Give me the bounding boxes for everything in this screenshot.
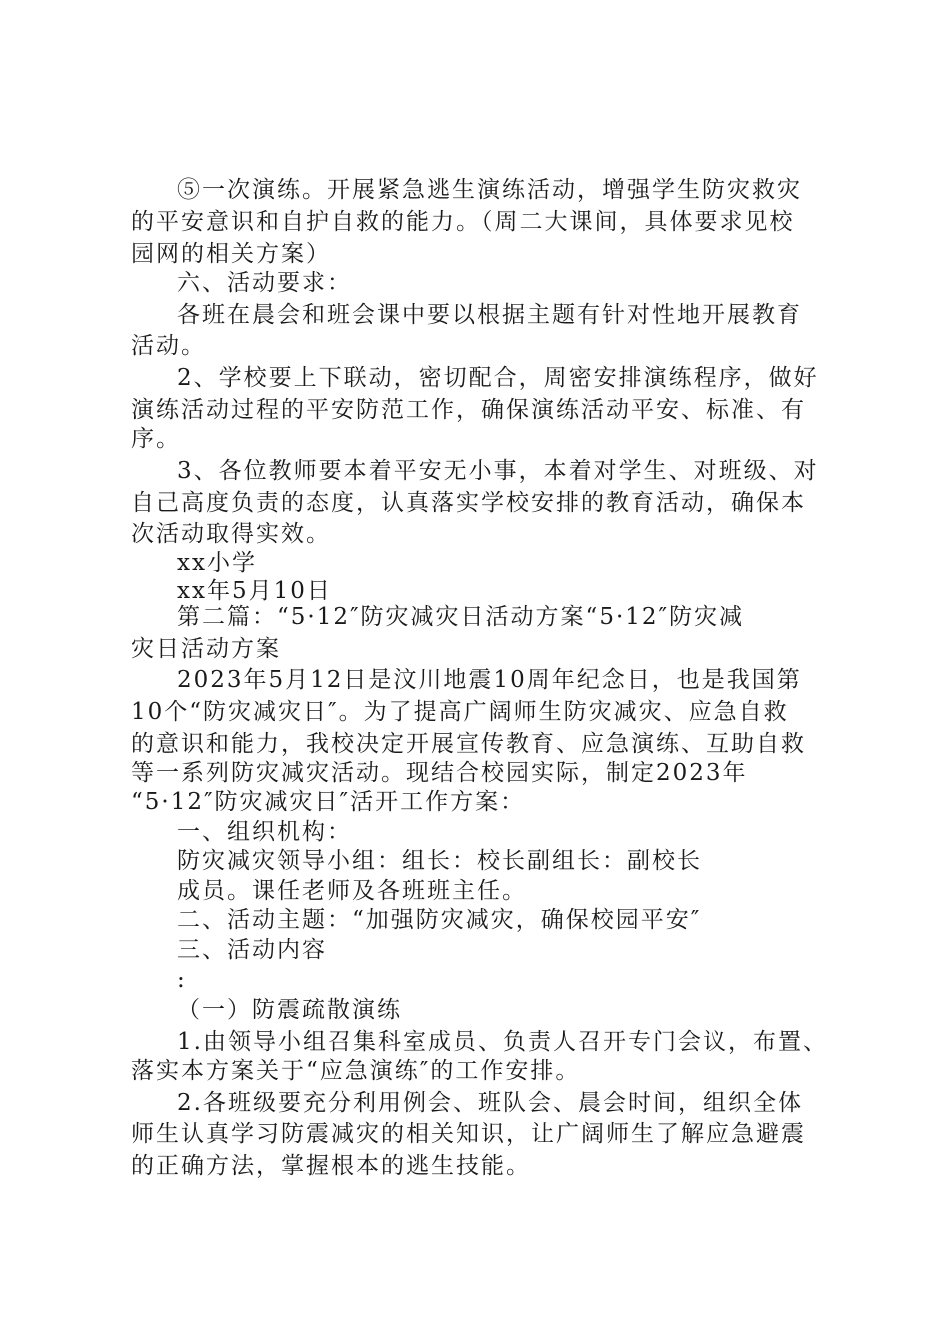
text-line: “5·12″防灾减灾日″活开工作方案： xyxy=(131,789,526,815)
text-line: 等一系列防灾减灾活动。现结合校园实际，制定2023年 xyxy=(131,760,748,786)
text-line: 落实本方案关于“应急演练″的工作安排。 xyxy=(131,1058,581,1084)
section-heading: 六、活动要求： xyxy=(177,270,352,296)
text-line: 防灾减灾领导小组：组长：校长副组长：副校长 xyxy=(177,848,702,874)
text-line: : xyxy=(177,967,187,993)
section-heading: 二、活动主题：“加强防灾减灾，确保校园平安″ xyxy=(177,907,702,933)
text-line: 各班在晨会和班会课中要以根据主题有针对性地开展教育 xyxy=(177,302,802,328)
text-line: 的正确方法，掌握根本的逃生技能。 xyxy=(131,1153,531,1179)
text-line: 成员。课任老师及各班班主任。 xyxy=(177,878,527,904)
text-line: ⑤一次演练。开展紧急逃生演练活动，增强学生防灾救灾 xyxy=(177,177,802,203)
subsection-heading: （一）防震疏散演练 xyxy=(177,997,402,1023)
section-heading: 三、活动内容 xyxy=(177,937,327,963)
text-line: 的平安意识和自护自救的能力。（周二大课间，具体要求见校 xyxy=(131,209,795,235)
text-line: 1.由领导小组召集科室成员、负责人召开专门会议，布置、 xyxy=(177,1029,828,1055)
text-line: 的意识和能力，我校决定开展宣传教育、应急演练、互助自救 xyxy=(131,731,806,757)
signature-date: xx年5月10日 xyxy=(177,578,332,604)
text-line: 2.各班级要充分利用例会、班队会、晨会时间，组织全体 xyxy=(177,1090,803,1116)
chapter-title: 灾日活动方案 xyxy=(131,636,281,662)
text-line: 演练活动过程的平安防范工作，确保演练活动平安、标准、有 xyxy=(131,397,806,423)
text-line: 3、各位教师要本着平安无小事，本着对学生、对班级、对 xyxy=(177,458,819,484)
text-line: 2、学校要上下联动，密切配合，周密安排演练程序，做好 xyxy=(177,365,819,391)
text-line: 自己高度负责的态度，认真落实学校安排的教育活动，确保本 xyxy=(131,490,806,516)
text-line: 2023年5月12日是汶川地震10周年纪念日，也是我国第 xyxy=(177,667,802,693)
text-line: 活动。 xyxy=(131,333,206,359)
text-line: 10个“防灾减灾日″。为了提高广阔师生防灾减灾、应急自救 xyxy=(131,699,789,725)
text-line: 次活动取得实效。 xyxy=(131,521,331,547)
chapter-title: 第二篇：“5·12″防灾减灾日活动方案“5·12″防灾减 xyxy=(177,604,745,630)
signature-school: xx小学 xyxy=(177,550,257,576)
section-heading: 一、组织机构： xyxy=(177,819,352,845)
text-line: 序。 xyxy=(131,426,181,452)
text-line: 师生认真学习防震减灾的相关知识，让广阔师生了解应急避震 xyxy=(131,1121,806,1147)
text-line: 园网的相关方案） xyxy=(131,241,331,267)
